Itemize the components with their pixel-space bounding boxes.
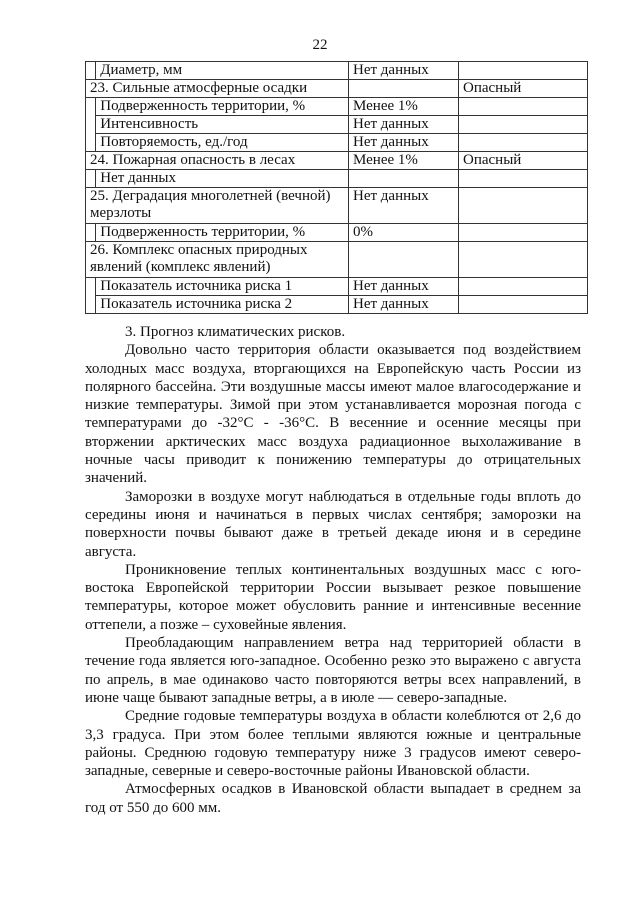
table-row <box>86 188 588 224</box>
table-row <box>86 62 588 80</box>
indicator-value: Нет данных <box>349 278 459 296</box>
indicator-value: Нет данных <box>349 116 459 134</box>
table-row <box>86 170 588 188</box>
table-row <box>86 134 588 152</box>
risk-level <box>459 170 588 188</box>
indicator-value: Нет данных <box>349 134 459 152</box>
indent-cell <box>86 170 96 188</box>
paragraph: Заморозки в воздухе могут наблюдаться в отдельные годы вплоть до середины июня и начинаться в первых числах сентября; заморозки на поверхности почвы бывают даже в третьей декаде июня и в середине августа. <box>85 488 581 560</box>
risk-level <box>459 296 588 314</box>
indicator-value: Нет данных <box>349 62 459 80</box>
hazard-value: Нет данных <box>349 188 459 224</box>
table-row <box>86 116 588 134</box>
paragraph: Средние годовые температуры воздуха в области колеблются от 2,6 до 3,3 градуса. При этом более теплыми являются южные и центральные районы. Среднюю годовую температуру ниже 3 градусов имеют северо-западные, северные и северо-восточные районы Ивановской области. <box>85 708 581 780</box>
hazard-label: 24. Пожарная опасность в лесах <box>86 152 349 170</box>
risk-level <box>459 188 588 224</box>
risk-level <box>459 98 588 116</box>
indicator-value: Менее 1% <box>349 98 459 116</box>
paragraph: Проникновение теплых континентальных воздушных масс с юго-востока Европейской территории России вызывает резкое повышение температуры, которое может обусловить ранние и интенсивные весенние оттепели, а позже – суховейные явления. <box>85 561 581 633</box>
table-row <box>86 278 588 296</box>
table-row <box>86 224 588 242</box>
table-row <box>86 296 588 314</box>
risk-level <box>459 62 588 80</box>
indicator-label: Показатель источника риска 2 <box>96 296 349 314</box>
hazard-value: Менее 1% <box>349 152 459 170</box>
indicator-value: Нет данных <box>349 296 459 314</box>
indent-cell <box>86 224 96 242</box>
risk-level: Опасный <box>459 152 588 170</box>
indicator-label: Диаметр, мм <box>96 62 349 80</box>
hazard-value <box>349 242 459 278</box>
hazard-label: 23. Сильные атмосферные осадки <box>86 80 349 98</box>
risk-level <box>459 224 588 242</box>
hazard-label: 26. Комплекс опасных природных явлений (комплекс явлений) <box>86 242 349 278</box>
table-row <box>86 98 588 116</box>
indicator-label: Интенсивность <box>96 116 349 134</box>
indent-cell <box>86 98 96 152</box>
indicator-label: Нет данных <box>96 170 349 188</box>
hazard-label: 25. Деградация многолетней (вечной) мерзлоты <box>86 188 349 224</box>
indent-cell <box>86 278 96 314</box>
indent-cell <box>86 62 96 80</box>
section-heading: 3. Прогноз климатических рисков. <box>125 324 346 340</box>
risk-table <box>85 61 588 314</box>
risk-level <box>459 116 588 134</box>
paragraph: Атмосферных осадков в Ивановской области выпадает в среднем за год от 550 до 600 мм. <box>85 781 581 816</box>
risk-level: Опасный <box>459 80 588 98</box>
risk-level <box>459 278 588 296</box>
indicator-label: Подверженность территории, % <box>96 98 349 116</box>
indicator-label: Подверженность территории, % <box>96 224 349 242</box>
page-number: 22 <box>312 37 328 53</box>
table-row <box>86 242 588 278</box>
indicator-value <box>349 170 459 188</box>
risk-level <box>459 242 588 278</box>
risk-level <box>459 134 588 152</box>
paragraph: Довольно часто территория области оказывается под воздействием холодных масс воздуха, вторгающихся на Европейскую часть России из полярного бассейна. Эти воздушные массы имеют малое влагосодержание и низкие температуры. Зимой при этом устанавливается морозная погода с температурами до -32°С - -36°С. В весенние и осенние месяцы при вторжении арктических масс воздуха радиационное выхолаживание в ночные часы приводит к понижению температуры до отрицательных значений. <box>85 342 581 487</box>
indicator-value: 0% <box>349 224 459 242</box>
paragraph: Преобладающим направлением ветра над территорией области в течение года является юго-западное. Особенно резко это выражено с августа по апрель, в мае одинаково часто повторяются ветры всех направлений, в июне чаще бывают западные ветры, а в июле — северо-западные. <box>85 635 581 706</box>
body-text <box>85 323 581 817</box>
indicator-label: Показатель источника риска 1 <box>96 278 349 296</box>
table-row <box>86 152 588 170</box>
indicator-label: Повторяемость, ед./год <box>96 134 349 152</box>
table-row <box>86 80 588 98</box>
hazard-value <box>349 80 459 98</box>
